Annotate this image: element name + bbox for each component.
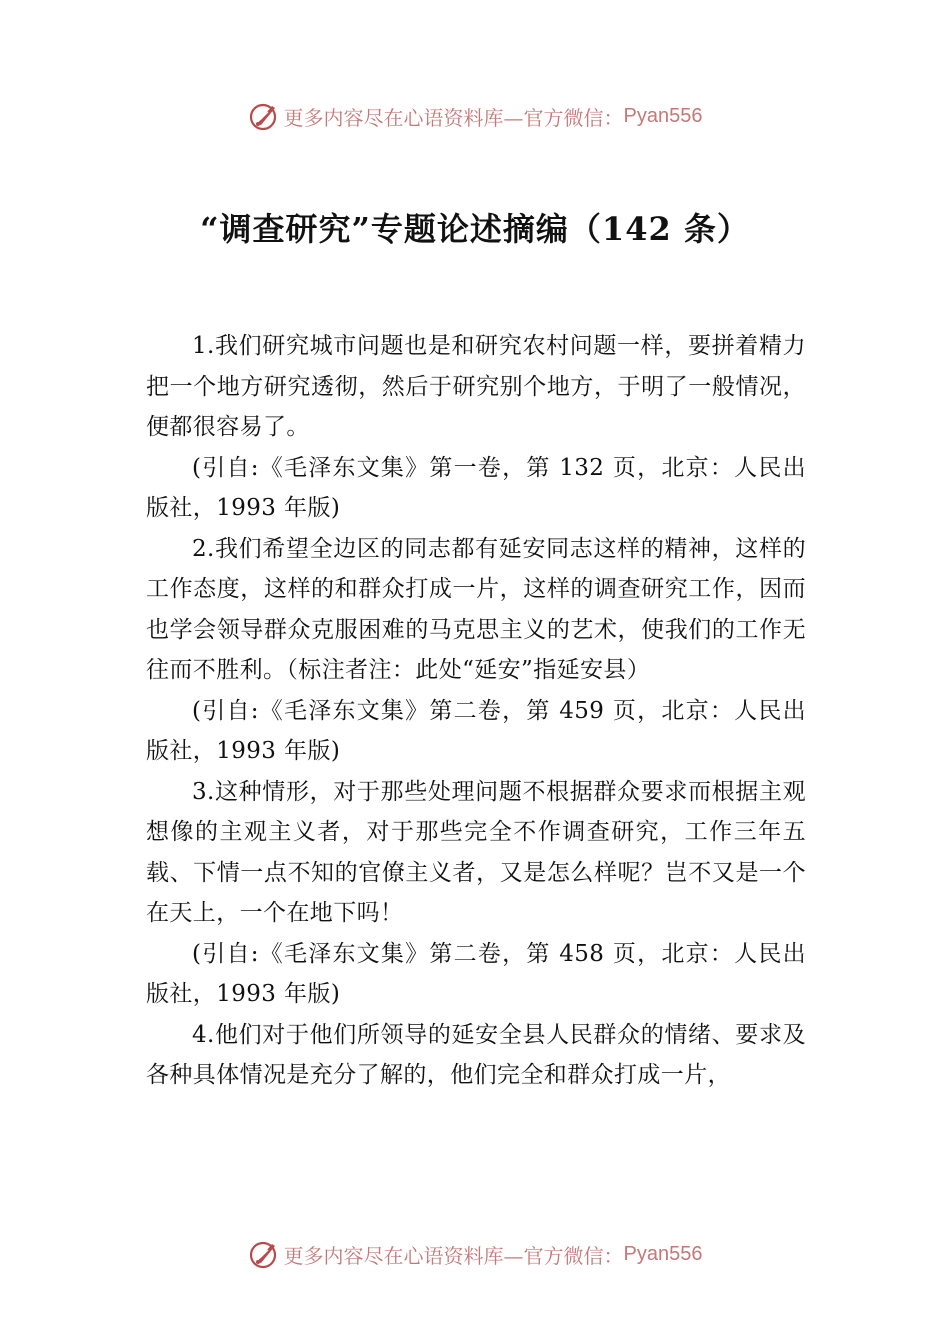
- paragraph: 3.这种情形，对于那些处理问题不根据群众要求而根据主观想像的主观主义者，对于那些完全不作调查研究，工作三年五载、下情一点不知的官僚主义者，又是怎么样呢？岂不又是一个在天上，一个在地下吗！: [146, 778, 806, 926]
- citation: (引自:《毛泽东文集》第一卷，第 132 页，北京：人民出版社，1993 年版): [146, 454, 806, 521]
- paragraph: 2.我们希望全边区的同志都有延安同志这样的精神，这样的工作态度，这样的和群众打成一片，这样的调查研究工作，因而也学会领导群众克服困难的马克思主义的艺术，使我们的工作无往而不胜利。（标注者注：此处“延安”指延安县）: [146, 535, 806, 683]
- banner-text: 更多内容尽在心语资料库—官方微信：: [283, 1243, 624, 1268]
- paragraph: 4.他们对于他们所领导的延安全县人民群众的情绪、要求及各种具体情况是充分了解的，他们完全和群众打成一片，: [146, 1021, 806, 1088]
- citation: (引自:《毛泽东文集》第二卷，第 459 页，北京：人民出版社，1993 年版): [146, 697, 806, 764]
- citation: (引自:《毛泽东文集》第二卷，第 458 页，北京：人民出版社，1993 年版): [146, 940, 806, 1007]
- header-banner: [0, 96, 950, 136]
- page-title: “调查研究”专题论述摘编（142 条）: [200, 210, 750, 248]
- wechat-id: Pyan556: [623, 104, 703, 127]
- document-body: [146, 326, 806, 1096]
- footer-banner: [0, 1234, 950, 1274]
- paragraph: 1.我们研究城市问题也是和研究农村问题一样，要拼着精力把一个地方研究透彻，然后于研究别个地方，于明了一般情况，便都很容易了。: [146, 333, 806, 440]
- quill-seal-icon: [248, 1238, 280, 1270]
- wechat-id: Pyan556: [623, 1242, 703, 1265]
- banner-text: 更多内容尽在心语资料库—官方微信：: [283, 105, 624, 130]
- quill-seal-icon: [248, 100, 280, 132]
